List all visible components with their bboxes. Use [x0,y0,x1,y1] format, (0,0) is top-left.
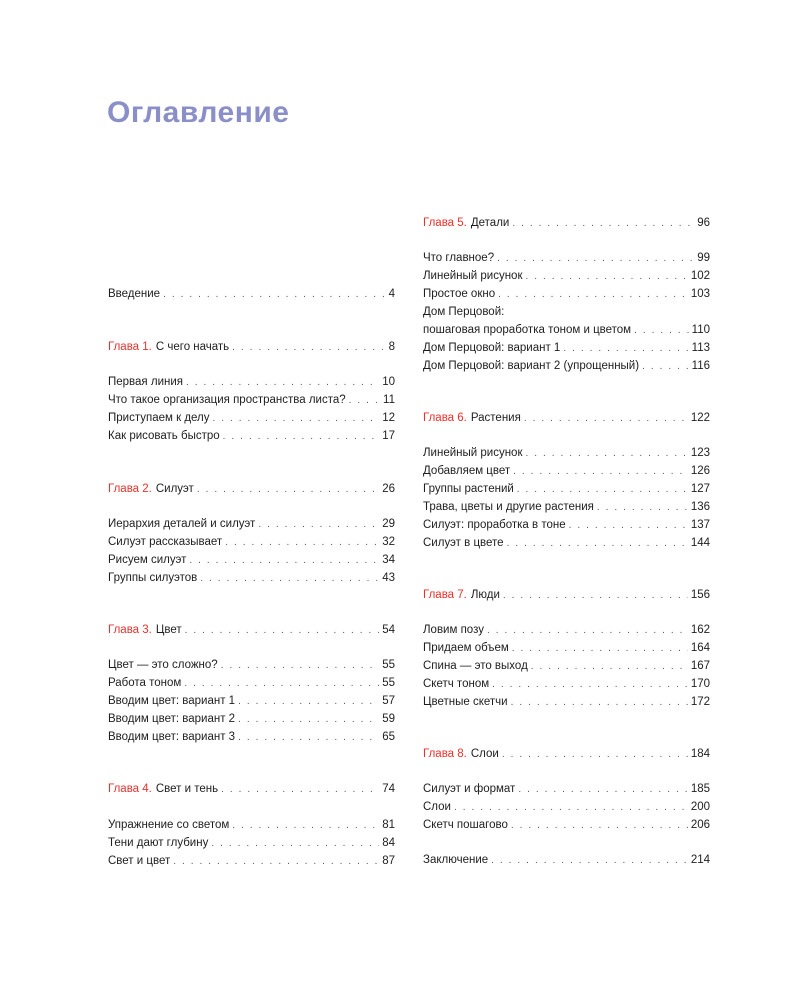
page-number: 54 [382,624,395,636]
toc-entry [108,515,395,533]
toc-entry-label [423,321,631,339]
toc-entry-label [108,692,235,710]
toc-entry-title: Скетч тоном [423,678,490,690]
dot-leader [512,215,694,233]
page-number: 8 [388,341,395,353]
toc-entry-title: Скетч пошагово [423,819,508,831]
toc-entry-label [423,480,514,498]
dot-leader [189,552,379,570]
dot-leader [185,622,380,640]
dot-leader [223,428,380,446]
toc-entry-label [108,852,170,870]
toc-entry-label [423,498,594,516]
toc-entry [108,569,395,587]
toc-entry-title: Детали [470,217,510,229]
page-number: 29 [382,518,395,530]
toc-entry [423,444,710,462]
toc-entry-label [423,303,504,321]
page-number: 57 [382,695,395,707]
toc-entry [423,675,710,693]
toc-entry-title: Простое окно [423,288,496,300]
dot-leader [211,835,379,853]
toc-entry-title: Работа тоном [108,677,182,689]
page-number: 110 [691,324,710,336]
toc-entry-label [423,534,504,552]
toc-entry [108,816,395,834]
page-number: 11 [383,394,395,406]
chapter-number: Глава 6. [423,412,467,424]
toc-entry-title: Цвет — это сложно? [108,659,218,671]
toc-entry-label [423,267,522,285]
page-number: 156 [690,589,710,601]
page-title: Оглавление [107,96,290,129]
toc-entry-title: Слои [423,801,451,813]
page-number: 172 [690,696,710,708]
toc-entry-title: Группы растений [423,483,514,495]
chapter-number: Глава 5. [423,217,467,229]
toc-entry-label [423,798,451,816]
toc-entry [423,798,710,816]
toc-entry-title: Силуэт [155,483,194,495]
dot-leader [238,693,379,711]
toc-entry-label [108,834,208,852]
toc-entry [108,533,395,551]
toc-entry-title: Трава, цветы и другие растения [423,501,594,513]
toc-chapter-entry [108,621,395,639]
toc-entry [423,303,710,321]
dot-leader [238,711,379,729]
toc-entry-label [423,657,528,675]
toc-entry-label [108,285,160,303]
toc-entry-title: Дом Перцовой: [423,306,505,318]
toc-entry-label [423,357,639,375]
dot-leader [232,339,385,357]
toc-entry [423,357,710,375]
toc-entry [108,656,395,674]
page-number: 116 [691,360,710,372]
dot-leader [513,463,688,481]
toc-chapter-entry [423,586,710,604]
toc-entry [423,462,710,480]
page-number: 84 [382,837,395,849]
toc-entry-label [108,515,255,533]
page-number: 123 [690,447,710,459]
toc-entry-label [108,409,210,427]
toc-entry [423,285,710,303]
toc-entry-title: Дом Перцовой: вариант 1 [423,342,561,354]
page-number: 102 [690,270,710,282]
toc-entry-label [423,639,509,657]
chapter-number: Глава 2. [108,483,152,495]
toc-entry [108,692,395,710]
toc-entry-title: Силуэт рассказывает [108,536,223,548]
dot-leader [524,410,688,428]
toc-entry-label [108,710,235,728]
toc-entry-title: Спина — это выход [423,660,528,672]
toc-entry-label [423,462,510,480]
toc-entry-label [108,728,235,746]
toc-entry [108,373,395,391]
toc-entry [423,816,710,834]
toc-entry-title: Вводим цвет: вариант 2 [108,713,236,725]
dot-leader [531,658,688,676]
dot-leader [569,517,688,535]
toc-entry-label [423,409,521,427]
toc-chapter-entry [108,780,395,798]
toc-entry-title: Упражнение со светом [108,819,230,831]
toc-entry-title: Добавляем цвет [423,465,511,477]
dot-leader [197,481,379,499]
dot-leader [163,286,386,304]
page-number: 170 [690,678,710,690]
dot-leader [184,675,379,693]
toc-entry-label [108,621,182,639]
dot-leader [597,499,688,517]
page-number: 59 [382,713,395,725]
toc-entry-label [423,816,508,834]
toc-entry-label [423,285,495,303]
toc-entry-title: Придаем объем [423,642,509,654]
dot-leader [487,622,688,640]
toc-entry [108,285,395,303]
toc-entry [423,339,710,357]
toc-entry-title: Что такое организация пространства листа? [108,394,346,406]
chapter-number: Глава 8. [423,748,467,760]
dot-leader [225,534,379,552]
dot-leader [517,481,688,499]
toc-entry [423,534,710,552]
toc-entry [108,674,395,692]
toc-entry-title: Свет и тень [155,783,219,795]
dot-leader [258,516,379,534]
page-number: 144 [690,537,710,549]
page-number: 137 [690,519,710,531]
page-number: 96 [697,217,710,229]
dot-leader [186,374,379,392]
page-number: 162 [690,624,710,636]
chapter-number: Глава 3. [108,624,152,636]
toc-entry-label [108,373,183,391]
page-number: 122 [690,412,710,424]
toc-entry-label [423,586,500,604]
toc-entry [423,639,710,657]
toc-entry [108,427,395,445]
toc-entry-title: Цветные скетчи [423,696,508,708]
page-number: 32 [382,536,395,548]
toc-entry-title: Вводим цвет: вариант 3 [108,731,236,743]
page-number: 99 [697,252,710,264]
page-number: 136 [690,501,710,513]
dot-leader [518,781,687,799]
dot-leader [221,781,379,799]
page-number: 17 [382,430,395,442]
page-number: 26 [382,483,395,495]
page-number: 43 [382,572,395,584]
toc-entry-title: Вводим цвет: вариант 1 [108,695,236,707]
toc-entry-label [423,621,484,639]
page-number: 103 [690,288,710,300]
toc-entry-label [108,569,197,587]
page-number: 126 [690,465,710,477]
dot-leader [525,445,687,463]
toc-entry-title: Ловим позу [423,624,484,636]
toc-entry [423,851,710,869]
toc-entry [423,249,710,267]
toc-entry-title: Дом Перцовой: вариант 2 (упрощенный) [423,360,640,372]
dot-leader [492,676,688,694]
dot-leader [213,410,380,428]
toc-entry [108,728,395,746]
dot-leader [507,535,688,553]
page-number: 55 [382,677,395,689]
dot-leader [634,322,689,340]
chapter-number: Глава 1. [108,341,152,353]
dot-leader [642,358,689,376]
toc-entry-label [423,214,509,232]
toc-entry-label [108,533,222,551]
page-number: 200 [690,801,710,813]
toc-entry-label [108,674,181,692]
dot-leader [525,268,687,286]
page-number: 127 [690,483,710,495]
toc-entry-title: пошаговая проработка тоном и цветом [423,324,632,336]
toc-entry [108,834,395,852]
toc-entry-title: С чего начать [155,341,230,353]
page-number: 184 [690,748,710,760]
toc-entry-label [423,675,489,693]
dot-leader [349,392,380,410]
page-number: 167 [690,660,710,672]
dot-leader [454,799,688,817]
dot-leader [497,250,694,268]
toc-entry-label [108,338,229,356]
toc-entry-label [108,656,218,674]
toc-entry-title: Люди [470,589,500,601]
toc-entry [423,480,710,498]
toc-entry-title: Введение [108,288,161,300]
page-number: 4 [388,288,395,300]
toc-entry-title: Свет и цвет [108,855,171,867]
toc-entry-label [423,444,522,462]
toc-entry [423,498,710,516]
toc-entry-label [108,427,220,445]
dot-leader [498,286,688,304]
dot-leader [200,570,379,588]
page-number: 206 [690,819,710,831]
page-number: 55 [382,659,395,671]
chapter-number: Глава 4. [108,783,152,795]
toc-entry-label [108,391,346,409]
toc-entry-title: Группы силуэтов [108,572,198,584]
toc-entry-title: Тени дают глубину [108,837,209,849]
toc-entry [423,621,710,639]
toc-chapter-entry [108,338,395,356]
toc-entry [423,321,710,339]
toc-entry [108,391,395,409]
dot-leader [511,817,688,835]
toc-entry [108,551,395,569]
page-number: 87 [382,855,395,867]
toc-entry [423,657,710,675]
toc-entry-title: Цвет [155,624,182,636]
page-number: 10 [382,376,395,388]
toc-entry-title: Заключение [423,854,489,866]
page-number: 164 [690,642,710,654]
dot-leader [503,587,688,605]
toc-entry-title: Иерархия деталей и силуэт [108,518,256,530]
toc-chapter-entry [423,214,710,232]
toc-entry-title: Силуэт и формат [423,783,516,795]
toc-entry-label [423,851,488,869]
dot-leader [491,852,688,870]
toc-entry [108,409,395,427]
page-number: 34 [382,554,395,566]
page-number: 214 [690,854,710,866]
toc-entry-label [108,816,229,834]
toc-entry-label [423,249,494,267]
toc-entry-title: Силуэт: проработка в тоне [423,519,566,531]
chapter-number: Глава 7. [423,589,467,601]
dot-leader [238,729,379,747]
toc-entry-label [108,780,218,798]
page-number: 81 [382,819,395,831]
page-number: 74 [382,783,395,795]
toc-chapter-entry [423,745,710,763]
page-number: 113 [691,342,710,354]
toc-entry [108,852,395,870]
toc-chapter-entry [423,409,710,427]
toc-entry-label [423,693,508,711]
toc-entry-title: Первая линия [108,376,183,388]
dot-leader [563,340,688,358]
toc-entry-label [423,745,499,763]
toc-entry-label [108,480,194,498]
toc-entry-title: Что главное? [423,252,495,264]
page-number: 185 [690,783,710,795]
toc-chapter-entry [108,480,395,498]
toc-entry-title: Как рисовать быстро [108,430,220,442]
dot-leader [221,657,380,675]
dot-leader [512,640,688,658]
toc-entry-title: Приступаем к делу [108,412,210,424]
toc-entry-title: Линейный рисунок [423,270,523,282]
toc-entry-title: Слои [470,748,499,760]
toc-entry [423,693,710,711]
toc-entry-title: Линейный рисунок [423,447,523,459]
toc-entry [423,516,710,534]
toc-entry-label [423,780,515,798]
toc-entry-title: Растения [470,412,521,424]
toc-entry [108,710,395,728]
page-number: 65 [382,731,395,743]
toc-entry-label [423,516,566,534]
toc-entry-label [108,551,186,569]
toc-entry [423,267,710,285]
dot-leader [502,746,688,764]
page-number: 12 [382,412,395,424]
toc-entry-label [423,339,560,357]
toc-entry [423,780,710,798]
dot-leader [511,694,688,712]
toc-entry-title: Рисуем силуэт [108,554,187,566]
dot-leader [173,853,379,871]
dot-leader [232,817,379,835]
toc-entry-title: Силуэт в цвете [423,537,504,549]
